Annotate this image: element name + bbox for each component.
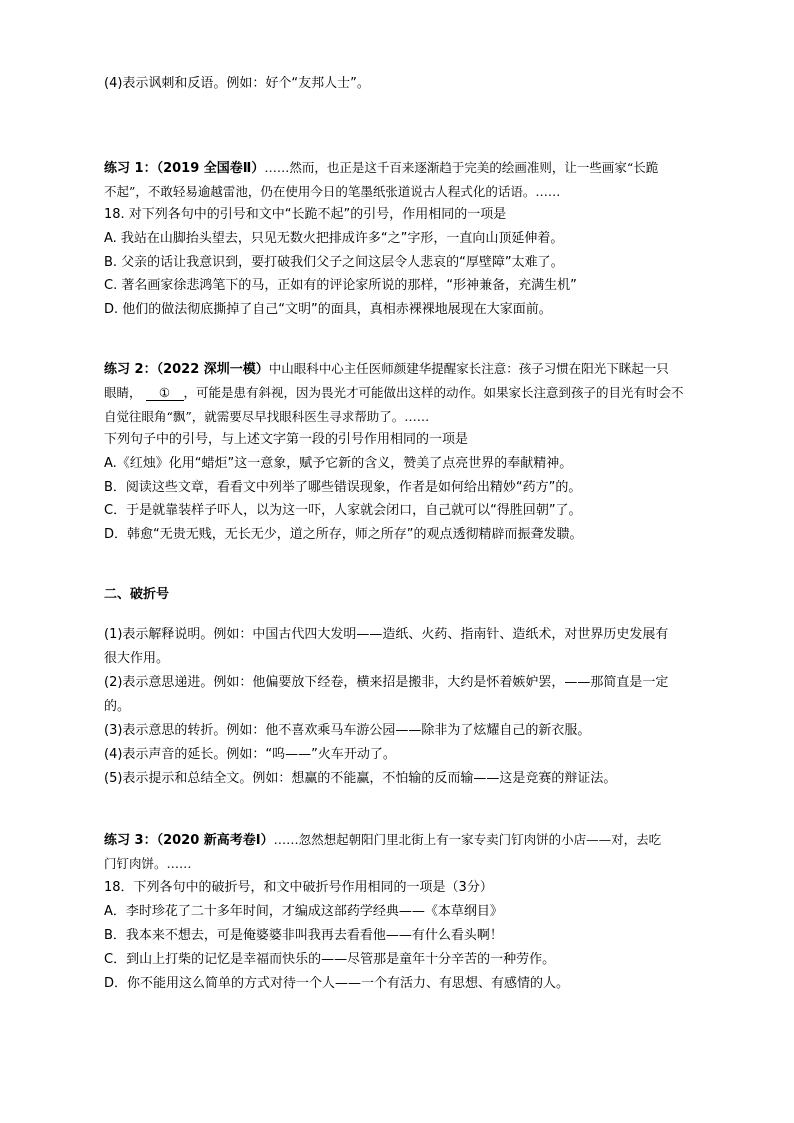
exercise-3-passage-line-1: ……忽然想起朝阳门里北街上有一家专卖门钉肉饼的小店——对，去吃 [273, 832, 662, 847]
exercise-1-option-b: B. 父亲的话让我意识到，要打破我们父子之间这层令人悲哀的“厚壁障”太难了。 [104, 255, 564, 270]
exercise-2-option-c: C．于是就靠装样子吓人，以为这一吓，人家就会闭口，自己就可以“得胜回朝”了。 [104, 503, 582, 518]
exercise-2-option-d: D．韩愈“无贵无贱，无长无少，道之所存，师之所存”的观点透彻精辟而振聋发聩。 [104, 527, 583, 542]
exercise-2-passage-line-3: 自觉往眼角“飘”，就需要尽早找眼科医生寻求帮助了。…… [104, 409, 430, 424]
exercise-1-passage-line-1: ……然而，也正是这千百来逐渐趋于完美的绘画准则，让一些画家“长跪 [264, 160, 659, 175]
exercise-2-passage-line-2b: ，可能是患有斜视，因为畏光才可能做出这样的动作。如果家长注意到孩子的目光有时会不 [183, 385, 684, 400]
exercise-3-label: 练习 3：（2020 新高考卷Ⅰ） [104, 833, 274, 848]
section-2-item-4: (4)表示声音的延长。例如：“呜——”火车开动了。 [104, 747, 396, 762]
section-2-item-2: (2)表示意思递进。例如：他偏要放下经卷，横来招是搬非，大约是怀着嫉妒罢，——那简直是一定 [104, 675, 669, 690]
exercise-3-option-b: B．我本来不想去，可是俺婆婆非叫我再去看看他——有什么看头啊！ [104, 928, 503, 943]
exercise-3-question: 18．下列各句中的破折号，和文中破折号作用相同的一项是（3分） [104, 880, 493, 895]
exercise-2-option-a: A.《红烛》化用“蜡炬”这一意象，赋予它新的含义，赞美了点亮世界的奉献精神。 [104, 456, 573, 471]
section-2-item-5: (5)表示提示和总结全文。例如：想赢的不能赢，不怕输的反而输——这是竞赛的辩证法。 [104, 771, 617, 786]
exercise-2-option-b: B．阅读这些文章，看看文中列举了哪些错误现象，作者是如何给出精妙“药方”的。 [104, 480, 582, 495]
section-2-item-2-cont: 的。 [104, 699, 131, 714]
exercise-2-passage-line-2 [104, 384, 684, 402]
exercise-3-paragraph [104, 831, 661, 850]
exercise-1-label: 练习 1：（2019 全国卷Ⅱ） [104, 161, 265, 176]
exercise-1-option-d: D. 他们的做法彻底撕掉了自己“文明”的面具，真相赤裸裸地展现在大家面前。 [104, 302, 552, 317]
exercise-2-blank-1: ① [146, 386, 184, 401]
exercise-1-option-c: C. 著名画家徐悲鸿笔下的马，正如有的评论家所说的那样，“形神兼备，充满生机” [104, 278, 577, 293]
exercise-1-option-a: A. 我站在山脚抬头望去，只见无数火把排成许多“之”字形，一直向山顶延伸着。 [104, 231, 564, 246]
exercise-3-passage-line-2: 门钉肉饼。…… [104, 856, 192, 871]
section-2-item-1-cont: 很大作用。 [104, 651, 170, 666]
exercise-3-option-a: A．李时珍花了二十多年时间，才编成这部药学经典——《本草纲目》 [104, 904, 503, 919]
exercise-1-paragraph [104, 159, 658, 178]
exercise-2-label: 练习 2：（2022 深圳一模） [104, 362, 269, 377]
exercise-1-passage-line-2: 不起”，不敢轻易逾越雷池，仍在使用今日的笔墨纸张道说古人程式化的话语。…… [104, 184, 561, 199]
exercise-2-passage-line-2a: 眼睛， [104, 385, 142, 400]
section-2-item-1: (1)表示解释说明。例如：中国古代四大发明——造纸、火药、指南针、造纸术，对世界历史发展有 [104, 627, 669, 642]
intro-item: (4)表示讽刺和反语。例如：好个“友邦人士”。 [104, 76, 370, 91]
exercise-3-option-c: C．到山上打柴的记忆是幸福而快乐的——尽管那是童年十分辛苦的一种劳作。 [104, 952, 556, 967]
exercise-2-question: 下列句子中的引号，与上述文字第一段的引号作用相同的一项是 [104, 432, 469, 447]
section-2-item-3: (3)表示意思的转折。例如：他不喜欢乘马车游公园——除非为了炫耀自己的新衣服。 [104, 723, 591, 738]
exercise-2-paragraph [104, 360, 669, 379]
exercise-3-option-d: D．你不能用这么简单的方式对待一个人——一个有活力、有思想、有感情的人。 [104, 976, 570, 991]
exercise-1-question: 18. 对下列各句中的引号和文中“长跪不起”的引号，作用相同的一项是 [104, 207, 507, 222]
section-2-title: 二、破折号 [104, 587, 170, 602]
exercise-2-passage-line-1: 中山眼科中心主任医师颜建华提醒家长注意：孩子习惯在阳光下眯起一只 [268, 361, 669, 376]
